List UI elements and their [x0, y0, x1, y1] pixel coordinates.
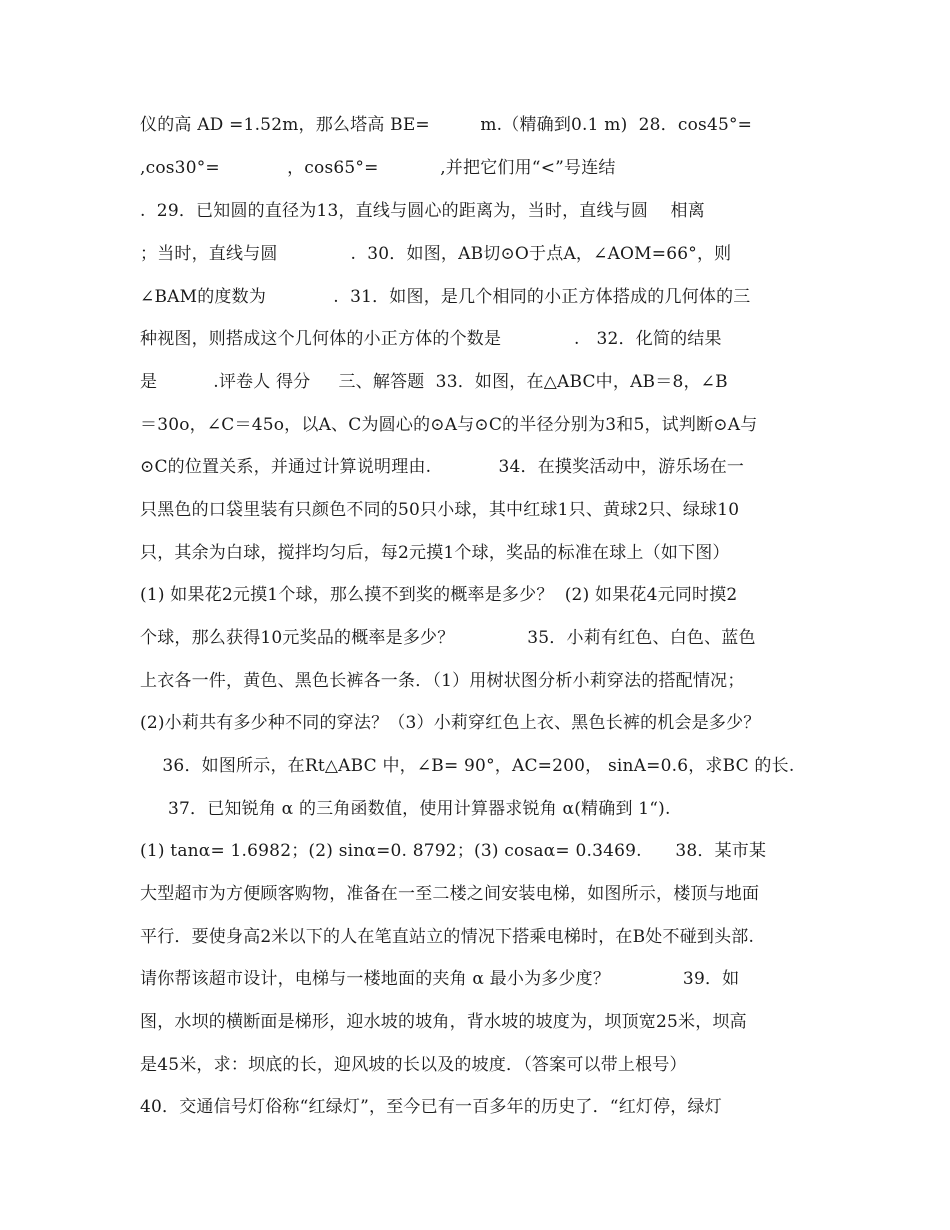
text-line: 只，其余为白球，搅拌均匀后，每2元摸1个球，奖品的标准在球上（如下图）	[140, 543, 730, 563]
text-line: ,cos30°= ，cos65°= ,并把它们用“<”号连结	[140, 158, 616, 178]
text-line: (2)小莉共有多少种不同的穿法？（3）小莉穿红色上衣、黑色长裤的机会是多少？	[140, 713, 761, 733]
text-line: 平行．要使身高2米以下的人在笔直站立的情况下搭乘电梯时，在B处不碰到头部.	[140, 927, 755, 947]
text-line: (1) tanα= 1.6982；(2) sinα=0. 8792；(3) cosaα= 0.3469. 38．某市某	[140, 841, 767, 861]
text-line: 种视图，则搭成这个几何体的小正方体的个数是 . 32．化简的结果	[140, 329, 722, 349]
text-line: 个球，那么获得10元奖品的概率是多少？ 35．小莉有红色、白色、蓝色	[140, 628, 756, 648]
text-line: 37．已知锐角 α 的三角函数值，使用计算器求锐角 α(精确到 1“).	[140, 799, 671, 819]
text-line: 大型超市为方便顾客购物，准备在一至二楼之间安装电梯，如图所示，楼顶与地面	[140, 884, 760, 904]
text-line: ；当时，直线与圆 . 30．如图，AB切⊙O于点A，∠AOM=66°，则	[140, 244, 732, 264]
text-line: ⊙C的位置关系，并通过计算说明理由. 34．在摸奖活动中，游乐场在一	[140, 457, 745, 477]
text-line: 图，水坝的横断面是梯形，迎水坡的坡角，背水坡的坡度为，坝顶宽25米，坝高	[140, 1012, 747, 1032]
text-line: 只黑色的口袋里装有只颜色不同的50只小球，其中红球1只、黄球2只、绿球10	[140, 500, 740, 520]
text-line: . 29．已知圆的直径为13，直线与圆心的距离为，当时，直线与圆 相离	[140, 201, 705, 221]
text-line: 是 .评卷人 得分 三、解答题 33．如图，在△ABC中，AB＝8，∠B	[140, 372, 728, 392]
text-line: 是45米，求：坝底的长，迎风坡的长以及的坡度．（答案可以带上根号）	[140, 1055, 687, 1075]
text-line: 40．交通信号灯俗称“红绿灯”，至今已有一百多年的历史了．“红灯停，绿灯	[140, 1097, 722, 1117]
text-line: 请你帮该超市设计，电梯与一楼地面的夹角 α 最小为多少度？ 39．如	[140, 969, 740, 989]
text-line: ＝30o，∠C＝45o，以A、C为圆心的⊙A与⊙C的半径分别为3和5，试判断⊙A与	[140, 415, 758, 435]
text-line: (1) 如果花2元摸1个球，那么摸不到奖的概率是多少？ (2) 如果花4元同时摸2	[140, 585, 738, 605]
text-line: 上衣各一件，黄色、黑色长裤各一条．（1）用树状图分析小莉穿法的搭配情况；	[140, 671, 745, 691]
text-line: 36．如图所示，在Rt△ABC 中，∠B= 90°，AC=200， sinA=0.6，求BC 的长.	[140, 756, 795, 776]
text-line: 仪的高 AD =1.52m，那么塔高 BE= m.（精确到0.1 m) 28．cos45°=	[140, 115, 753, 135]
text-line: ∠BAM的度数为 . 31．如图，是几个相同的小正方体搭成的几何体的三	[140, 287, 751, 307]
